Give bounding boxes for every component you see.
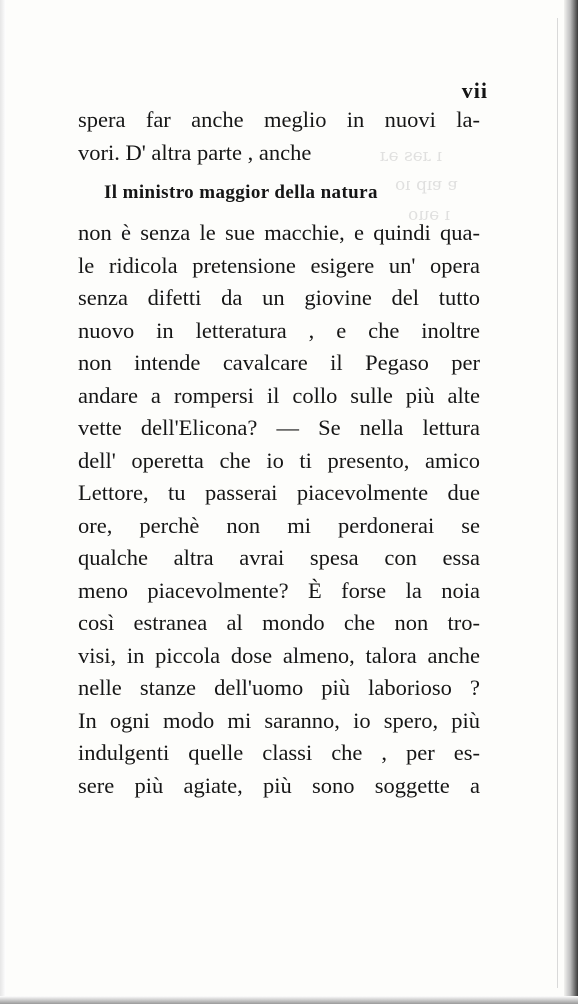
- text-line: senza difetti da un giovine del tutto: [78, 285, 480, 310]
- text-line: indulgenti quelle classi che , per es-: [78, 740, 480, 765]
- page-left-edge-shadow: [0, 0, 6, 1004]
- text-line: dell' operetta che io ti presento, amico: [78, 447, 480, 473]
- text-line: le ridicola pretensione esigere un' opera: [78, 252, 480, 278]
- text-line: nuovo in letteratura , e che inoltre: [78, 317, 480, 343]
- page-number: vii: [461, 78, 488, 103]
- text-line: così estranea al mondo che non tro-: [78, 610, 480, 635]
- text-line: andare a rompersi il collo sulle più alte: [78, 382, 480, 408]
- text-line: ore, perchè non mi perdonerai se: [78, 512, 480, 538]
- text-line: vette dell'Elicona? — Se nella lettura: [78, 415, 480, 440]
- text-line: qualche altra avrai spesa con essa: [78, 545, 480, 570]
- text-line: meno piacevolmente? È forse la noia: [78, 577, 480, 603]
- page-bottom-edge-shadow: [0, 996, 578, 1004]
- body-text: [78, 104, 480, 802]
- text-line: non è senza le sue macchie, e quindi qua-: [78, 220, 480, 245]
- text-line: spera far anche meglio in nuovi la-: [78, 107, 480, 132]
- show-through-text: ı ǝuo: [408, 205, 451, 225]
- text-line: visi, in piccola dose almeno, talora anche: [78, 642, 480, 668]
- text-line: In ogni modo mi saranno, io spero, più: [78, 707, 480, 733]
- page-right-edge-shadow: [564, 0, 578, 1004]
- text-line: vori. D' altra parte , anche: [78, 139, 312, 165]
- show-through-text: ɐ ɐıp ıo: [395, 175, 459, 195]
- page-fold-line: [557, 18, 558, 988]
- quoted-verse-line: Il ministro maggior della natura: [104, 182, 378, 203]
- text-line: Lettore, tu passerai piacevolmente due: [78, 480, 480, 505]
- text-line: non intende cavalcare il Pegaso per: [78, 350, 480, 375]
- text-line: sere più agiate, più sono soggette a: [78, 772, 480, 798]
- show-through-text: ı ɹǝs ǝɹ: [380, 146, 443, 166]
- text-line: nelle stanze dell'uomo più laborioso ?: [78, 675, 480, 700]
